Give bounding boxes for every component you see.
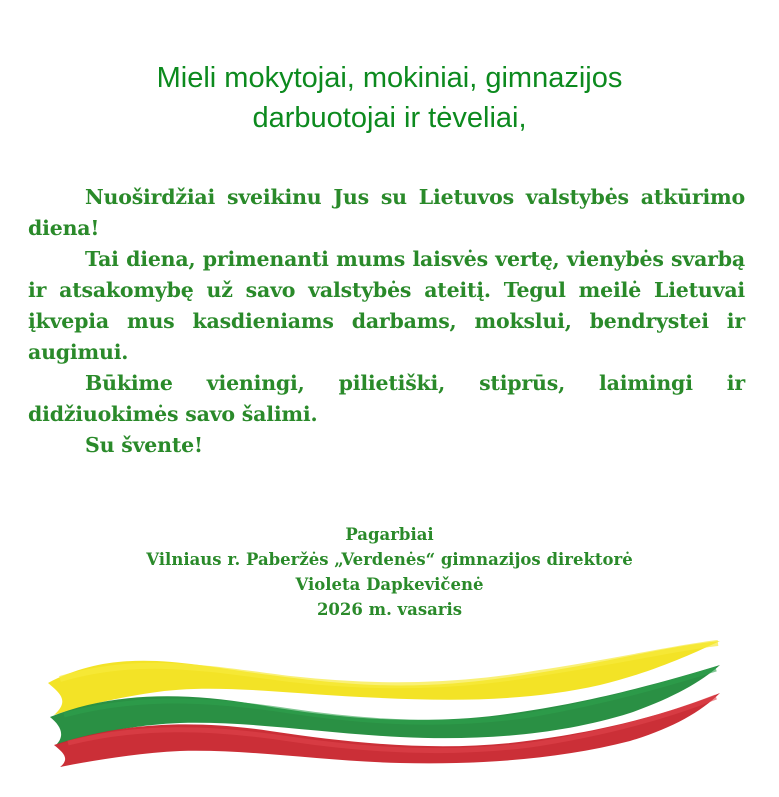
signature-date: 2026 m. vasaris <box>316 600 463 619</box>
paragraph-line: Nuoširdžiai sveikinu Jus su Lietuvos valstybės atkūrimo <box>85 185 745 209</box>
lithuanian-flag-wave-image <box>40 635 730 770</box>
paragraph-line: diena! <box>28 216 100 240</box>
signature-name: Violeta Dapkevičenė <box>295 575 484 594</box>
signature-block <box>0 522 779 622</box>
paragraph-call <box>28 368 745 399</box>
signature-regards: Pagarbiai <box>345 525 434 544</box>
signature-position: Vilniaus r. Paberžės „Verdenės“ gimnazijos direktorė <box>146 550 633 569</box>
paragraph-meaning <box>28 244 745 275</box>
paragraph-congratulation <box>28 182 745 213</box>
greeting-line-1: Mieli mokytojai, mokiniai, gimnazijos <box>156 62 623 94</box>
greeting-line-2: darbuotojai ir tėveliai, <box>252 102 527 134</box>
paragraph-line: įkvepia mus kasdieniams darbams, mokslui, bendrystei ir <box>28 309 745 333</box>
paragraph-line: Būkime vieningi, pilietiški, stiprūs, laimingi ir <box>85 371 745 395</box>
message-body <box>28 182 745 461</box>
paragraph-line: Tai diena, primenanti mums laisvės vertę, vienybės svarbą <box>85 247 745 271</box>
paragraph-wish <box>28 430 745 461</box>
paragraph-line: didžiuokimės savo šalimi. <box>28 402 318 426</box>
paragraph-line: augimui. <box>28 340 129 364</box>
greeting-heading <box>0 58 779 138</box>
paragraph-call-end <box>28 399 745 430</box>
paragraph-congratulation-end <box>28 213 745 244</box>
paragraph-line: ir atsakomybę už savo valstybės ateitį. Tegul meilė Lietuvai <box>28 278 745 302</box>
paragraph-meaning-cont <box>28 275 745 368</box>
paragraph-line: Su švente! <box>85 433 203 457</box>
